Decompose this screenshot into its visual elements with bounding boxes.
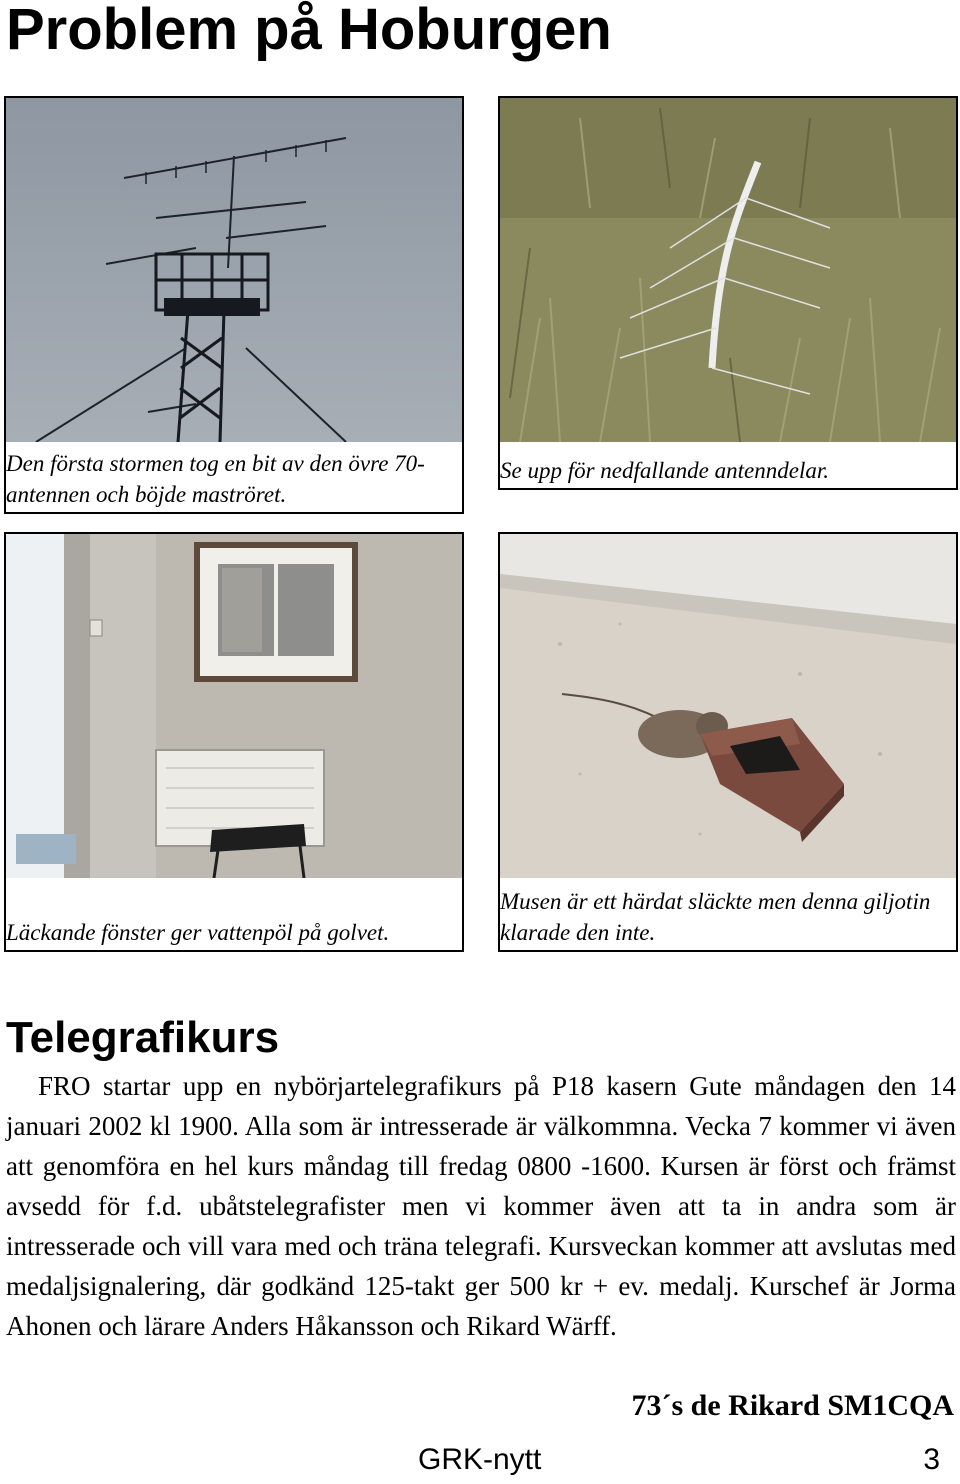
leaking-window-image bbox=[6, 534, 462, 878]
photo-leaking-window bbox=[4, 532, 464, 952]
mouse-trap-image bbox=[500, 534, 956, 878]
photo-caption: Musen är ett härdat släckte men denna giljotin klarade den inte. bbox=[500, 886, 956, 950]
photo-fallen-antenna bbox=[498, 96, 958, 490]
photo-mouse-trap bbox=[498, 532, 958, 952]
footer-page-number: 3 bbox=[923, 1443, 940, 1476]
article-heading: Telegrafikurs bbox=[6, 1013, 280, 1062]
page-title: Problem på Hoburgen bbox=[6, 0, 612, 62]
photo-caption: Läckande fönster ger vattenpöl på golvet. bbox=[6, 917, 462, 950]
article-signature: 73´s de Rikard SM1CQA bbox=[631, 1389, 954, 1422]
photo-caption: Se upp för nedfallande antenndelar. bbox=[500, 455, 956, 488]
photo-antenna-mast bbox=[4, 96, 464, 514]
antenna-mast-image bbox=[6, 98, 462, 442]
article-body: FRO startar upp en nybörjartelegrafikurs på P18 kasern Gute måndagen den 14 januari 2002 kl 1900. Alla som är intresserade är välkommna. Vecka 7 kommer vi även att genomföra en hel kurs måndag till fredag 0800 -1600. Kursen är först och främst avsedd för f.d. ubåtstelegrafister men vi kommer även att ta in andra som är intresserade och vill vara med och träna telegrafi. Kursveckan kommer att avslutas med medaljsignalering, där godkänd 125-takt ger 500 kr + ev. medalj. Kurschef är Jorma Ahonen och lärare Anders Håkansson och Rikard Wärff. bbox=[6, 1071, 956, 1341]
fallen-antenna-image bbox=[500, 98, 956, 442]
photo-caption: Den första stormen tog en bit av den övre 70-antennen och böjde maströret. bbox=[6, 448, 462, 512]
footer-publication: GRK-nytt bbox=[418, 1443, 542, 1476]
